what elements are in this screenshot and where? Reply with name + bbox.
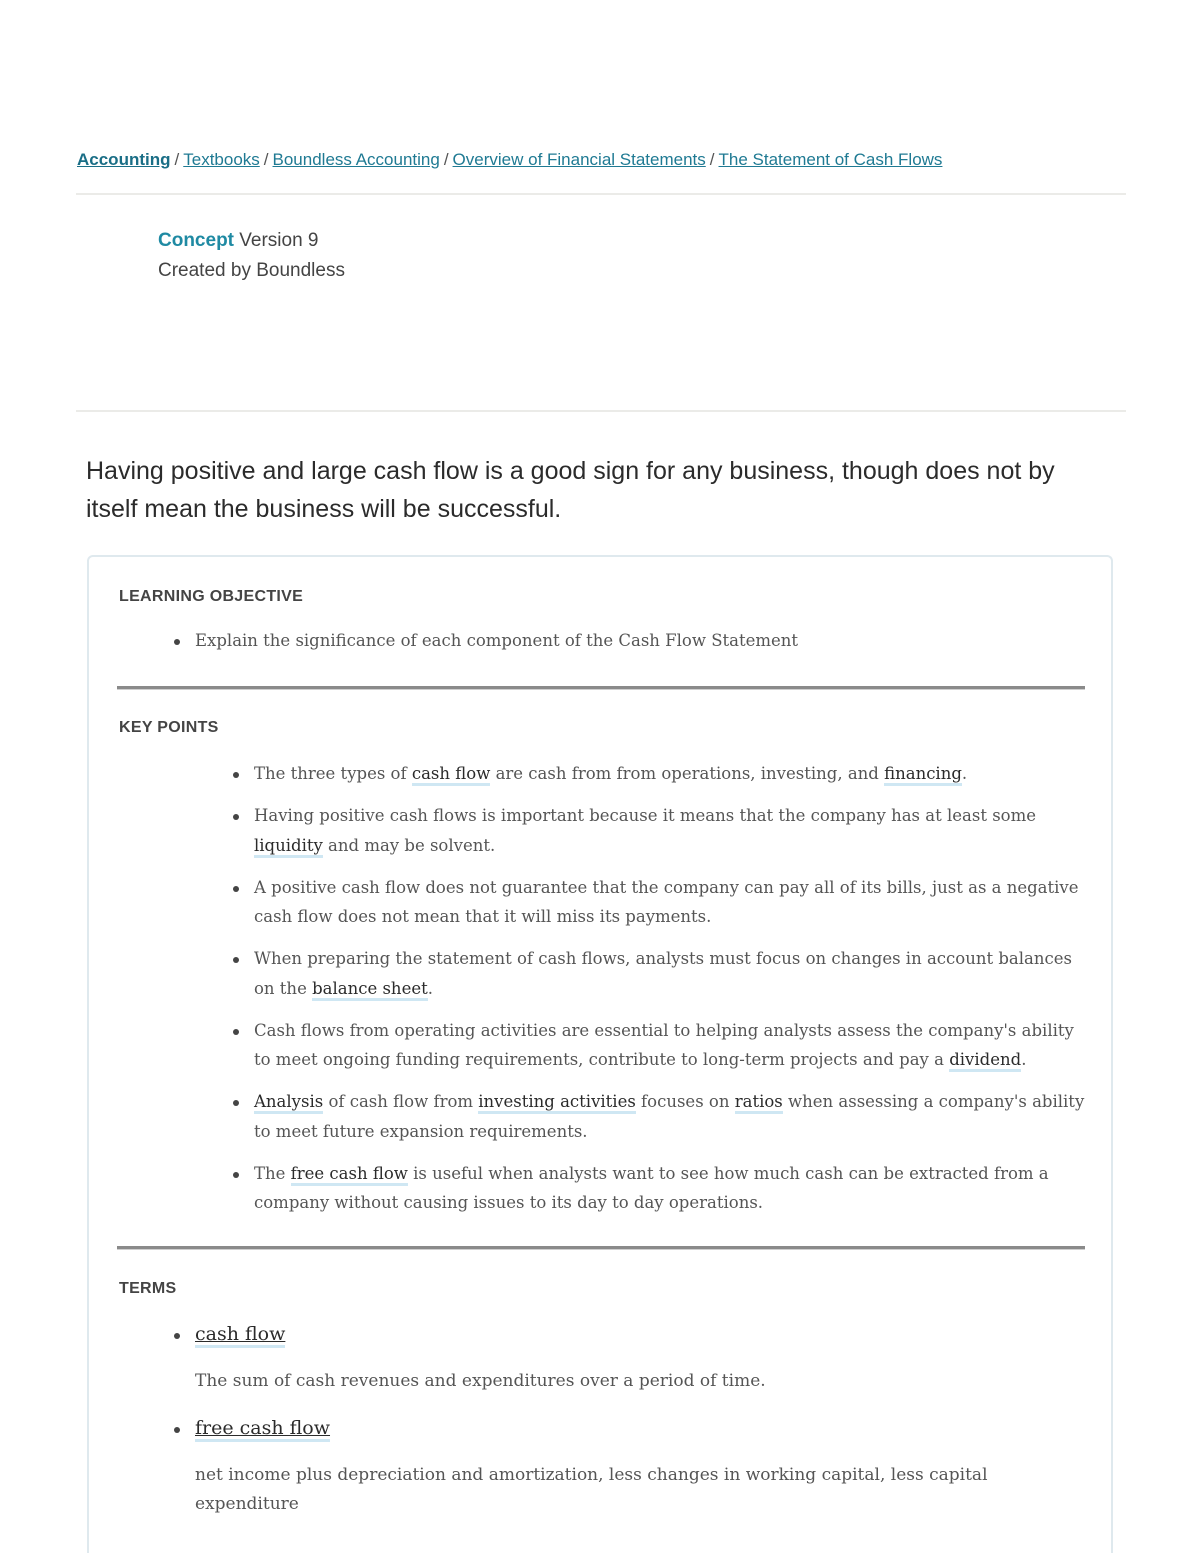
breadcrumb-separator: / <box>443 150 449 169</box>
term-link-liquidity[interactable]: liquidity <box>254 836 323 858</box>
list-item <box>254 944 1089 1003</box>
concept-version-line <box>158 226 345 256</box>
list-item <box>254 1016 1089 1075</box>
learning-objective-list <box>195 626 1075 656</box>
bullet-icon <box>174 1427 180 1433</box>
term-link-balance-sheet[interactable]: balance sheet <box>312 979 428 1001</box>
breadcrumb-link-boundless-accounting[interactable]: Boundless Accounting <box>272 150 440 169</box>
term-link-investing-activities[interactable]: investing activities <box>478 1092 636 1114</box>
bullet-icon <box>174 639 180 645</box>
key-points-list <box>254 759 1089 1230</box>
list-item <box>195 1413 1095 1443</box>
key-point-text: are cash from from operations, investing, and <box>490 764 885 783</box>
term-link-free-cash-flow[interactable]: free cash flow <box>291 1164 408 1186</box>
breadcrumb-link-overview-financial-statements[interactable]: Overview of Financial Statements <box>452 150 706 169</box>
bullet-icon <box>233 886 239 892</box>
bullet-icon <box>233 957 239 963</box>
page-headline: Having positive and large cash flow is a good sign for any business, though does not by itself mean the business will be successful. <box>86 457 1055 523</box>
breadcrumb-link-textbooks[interactable]: Textbooks <box>183 150 260 169</box>
key-point-text: is useful when analysts want to see how much cash can be extracted from a company without causing issues to its day to day operations. <box>254 1163 1049 1212</box>
terms-list <box>195 1319 1095 1536</box>
term-definition: net income plus depreciation and amortization, less changes in working capital, less capital expenditure <box>195 1464 988 1514</box>
breadcrumb-link-statement-cash-flows[interactable]: The Statement of Cash Flows <box>718 150 943 169</box>
breadcrumb-separator: / <box>263 150 269 169</box>
section-divider <box>117 686 1085 690</box>
term-link-cash-flow[interactable]: cash flow <box>412 764 490 786</box>
learning-objective-text: Explain the significance of each component of the Cash Flow Statement <box>195 631 799 650</box>
key-point-text: Having positive cash flows is important because it means that the company has at least some <box>254 806 1037 825</box>
bullet-icon <box>233 1172 239 1178</box>
learning-objective-title: LEARNING OBJECTIVE <box>119 588 304 605</box>
section-divider <box>117 1246 1085 1250</box>
key-point-text: when assessing a company's ability to meet future expansion requirements. <box>254 1092 1085 1141</box>
term-definition: The sum of cash revenues and expenditures over a period of time. <box>195 1371 766 1391</box>
key-point-text: The three types of <box>254 764 412 783</box>
concept-label: Concept <box>158 230 234 251</box>
list-item <box>254 873 1089 932</box>
concept-divider <box>76 410 1126 412</box>
list-item <box>254 1087 1089 1146</box>
concept-version: Version 9 <box>239 230 319 251</box>
key-point-text: . <box>427 978 433 998</box>
key-point-text: Cash flows from operating activities are essential to helping analysts assess the company's ability to meet ongoing funding requirements, contribute to long-term projects and pay a <box>254 1020 1074 1069</box>
key-points-title: KEY POINTS <box>119 719 219 736</box>
concept-author: Created by Boundless <box>158 260 345 281</box>
bullet-icon <box>233 1029 239 1035</box>
list-item <box>195 626 1075 656</box>
key-point-text: A positive cash flow does not guarantee that the company can pay all of its bills, just as a negative cash flow does not mean that it will miss its payments. <box>254 877 1079 926</box>
bullet-icon <box>233 772 239 778</box>
breadcrumb-separator: / <box>174 150 180 169</box>
concept-info <box>158 226 345 286</box>
list-item <box>254 759 1089 789</box>
bullet-icon <box>233 1100 239 1106</box>
list-item <box>254 1159 1089 1218</box>
key-point-text: focuses on <box>635 1092 735 1111</box>
breadcrumb-link-accounting[interactable]: Accounting <box>77 150 171 169</box>
term-link-analysis[interactable]: Analysis <box>254 1092 323 1114</box>
key-point-text: and may be solvent. <box>322 835 496 855</box>
key-point-text: . <box>961 764 968 783</box>
term-name-cash-flow[interactable]: cash flow <box>195 1323 285 1348</box>
key-point-text: The <box>254 1163 291 1183</box>
breadcrumb <box>77 150 942 170</box>
list-item <box>195 1319 1095 1349</box>
key-point-text: When preparing the statement of cash flows, analysts must focus on changes in account balances on the <box>254 949 1072 998</box>
term-name-free-cash-flow[interactable]: free cash flow <box>195 1417 330 1442</box>
bullet-icon <box>174 1333 180 1339</box>
key-point-text: of cash flow from <box>323 1092 479 1111</box>
breadcrumb-separator: / <box>709 150 715 169</box>
bullet-icon <box>233 814 239 820</box>
header-divider <box>76 193 1126 195</box>
term-link-financing[interactable]: financing <box>884 764 962 786</box>
term-link-dividend[interactable]: dividend <box>949 1050 1021 1072</box>
term-link-ratios[interactable]: ratios <box>735 1092 783 1114</box>
terms-title: TERMS <box>119 1280 177 1297</box>
key-point-text: . <box>1021 1050 1027 1069</box>
list-item <box>254 801 1089 860</box>
concept-card <box>87 555 1113 1553</box>
